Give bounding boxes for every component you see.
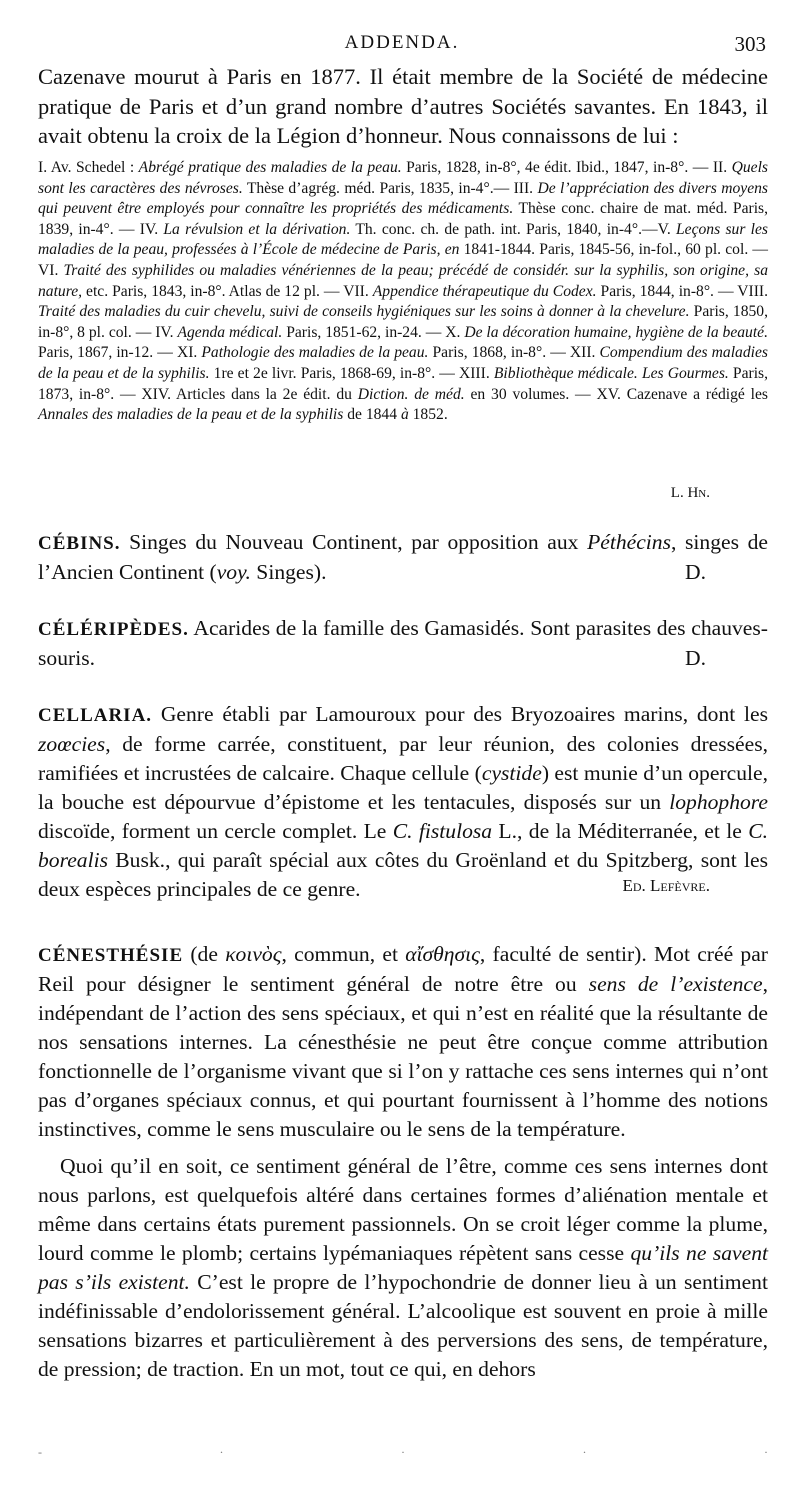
print-mark: - bbox=[38, 1445, 42, 1459]
entry-cebins bbox=[38, 528, 768, 587]
page-footer-marks bbox=[38, 1445, 768, 1459]
entry-heading: CELLARIA. bbox=[38, 705, 153, 726]
entry-author: D. bbox=[685, 646, 706, 670]
entry-heading: CÉBINS. bbox=[38, 533, 121, 554]
entry-author: Ed. Lefèvre. bbox=[622, 876, 710, 895]
page-number: 303 bbox=[734, 32, 766, 56]
page-header bbox=[38, 32, 766, 56]
author-signature: L. Hn. bbox=[670, 485, 710, 501]
bibliography-list: I. Av. Schedel : Abrégé pratique des maladies de la peau. Paris, 1828, in-8°, 4e édit. Ibid., 1847, in-8°. — II. Quels sont les caractères des névroses. Thèse d’agrég. méd. Paris, 1835, in-4°.— III. De l’appréciation des divers moyens qui peuvent être employés pour connaître les propriétés des médicaments. Thèse conc. chaire de mat. méd. Paris, 1839, in-4°. — IV. La révulsion et la dérivation. Th. conc. ch. de path. int. Paris, 1840, in-4°.—V. Leçons sur les maladies de la peau, professées à l’École de médecine de Paris, en 1841-1844. Paris, 1845-56, in-fol., 60 pl. col. — VI. Traité des syphilides ou maladies vénériennes de la peau; précédé de considér. sur la syphilis, son origine, sa nature, etc. Paris, 1843, in-8°. Atlas de 12 pl. — VII. Appendice thérapeutique du Codex. Paris, 1844, in-8°. — VIII. Traité des maladies du cuir chevelu, suivi de conseils hygiéniques sur les soins à donner à la chevelure. Paris, 1850, in-8°, 8 pl. col. — IV. Agenda médical. Paris, 1851-62, in-24. — X. De la décoration humaine, hygiène de la beauté. Paris, 1867, in-12. — XI. Pathologie des maladies de la peau. Paris, 1868, in-8°. — XII. Compendium des maladies de la peau et de la syphilis. 1re et 2e livr. Paris, 1868-69, in-8°. — XIII. Bibliothèque médicale. Les Gourmes. Paris, 1873, in-8°. — XIV. Articles dans la 2e édit. du Diction. de méd. en 30 volumes. — XV. Cazenave a rédigé les Annales des maladies de la peau et de la syphilis de 1844 à 1852. bbox=[38, 159, 769, 424]
entry-cellaria bbox=[38, 700, 768, 904]
entry-text: Singes du Nouveau Continent, par opposition aux Péthécins, singes de l’Ancien Continent (voy. Singes). bbox=[38, 530, 769, 584]
print-mark: · bbox=[764, 1445, 768, 1459]
entry-text: Acarides de la famille des Gamasidés. Sont parasites des chauves-souris. bbox=[38, 616, 768, 670]
print-mark: · bbox=[401, 1445, 405, 1459]
entry-celeripedes bbox=[38, 614, 768, 673]
entry-cenesthesie-continued: Quoi qu’il en soit, ce sentiment général de l’être, comme ces sens internes dont nous parlons, est quelquefois altéré dans certaines formes d’aliénation mentale et même dans certains états purement passionnels. On se croit léger comme la plume, lourd comme le plomb; certains lypémaniaques répètent sans cesse qu’ils ne savent pas s’ils existent. C’est le propre de l’hypochondrie de donner lieu à un sentiment indéfinissable d’endolorissement général. L’alcoolique est souvent en proie à mille sensations bizarres et particulièrement à des perversions des sens, de température, de pression; de traction. En un mot, tout ce qui, en dehors bbox=[38, 1154, 769, 1381]
running-head: ADDENDA. bbox=[344, 32, 460, 53]
entry-heading: CÉNESTHÉSIE bbox=[38, 945, 184, 966]
intro-paragraph: Cazenave mourut à Paris en 1877. Il était membre de la Société de médecine pratique de Paris et d’un grand nombre d’autres Sociétés savantes. En 1843, il avait obtenu la croix de la Légion d’honneur. Nous connaissons de lui : bbox=[38, 64, 768, 148]
print-mark: · bbox=[219, 1445, 224, 1459]
entry-author: D. bbox=[685, 560, 706, 584]
entry-heading: CÉLÉRIPÈDES. bbox=[38, 619, 189, 640]
entry-text: (de κοινὸς, commun, et αἴσθησις, faculté de sentir). Mot créé par Reil pour désigner le sentiment général de notre être ou sens de l’existence, indépendant de l’action des sens spéciaux, et qui n’est en réalité que la résultante de nos sensations internes. La cénesthésie ne peut être conçue comme attribution fonctionnelle de l’organisme vivant que si l’on y rattache ces sens internes qui n’ont pas d’organes spéciaux connus, et qui pourtant fournissent à l’homme des notions instinctives, comme le sens musculaire ou le sens de la température. bbox=[38, 942, 768, 1141]
print-mark: · bbox=[582, 1445, 587, 1459]
entry-text: Genre établi par Lamouroux pour des Bryozoaires marins, dont les zoœcies, de forme carrée, constituent, par leur réunion, des colonies dressées, ramifiées et incrustées de calcaire. Chaque cellule (cystide) est munie d’un opercule, la bouche est dépourvue d’épistome et les tentacules, disposés sur un lophophore discoïde, forment un cercle complet. Le C. fistulosa L., de la Méditerranée, et le C. borealis Busk., qui paraît spécial aux côtes du Groënland et du Spitzberg, sont les deux espèces principales de ce genre. bbox=[38, 702, 768, 901]
entry-cenesthesie bbox=[38, 940, 768, 1144]
